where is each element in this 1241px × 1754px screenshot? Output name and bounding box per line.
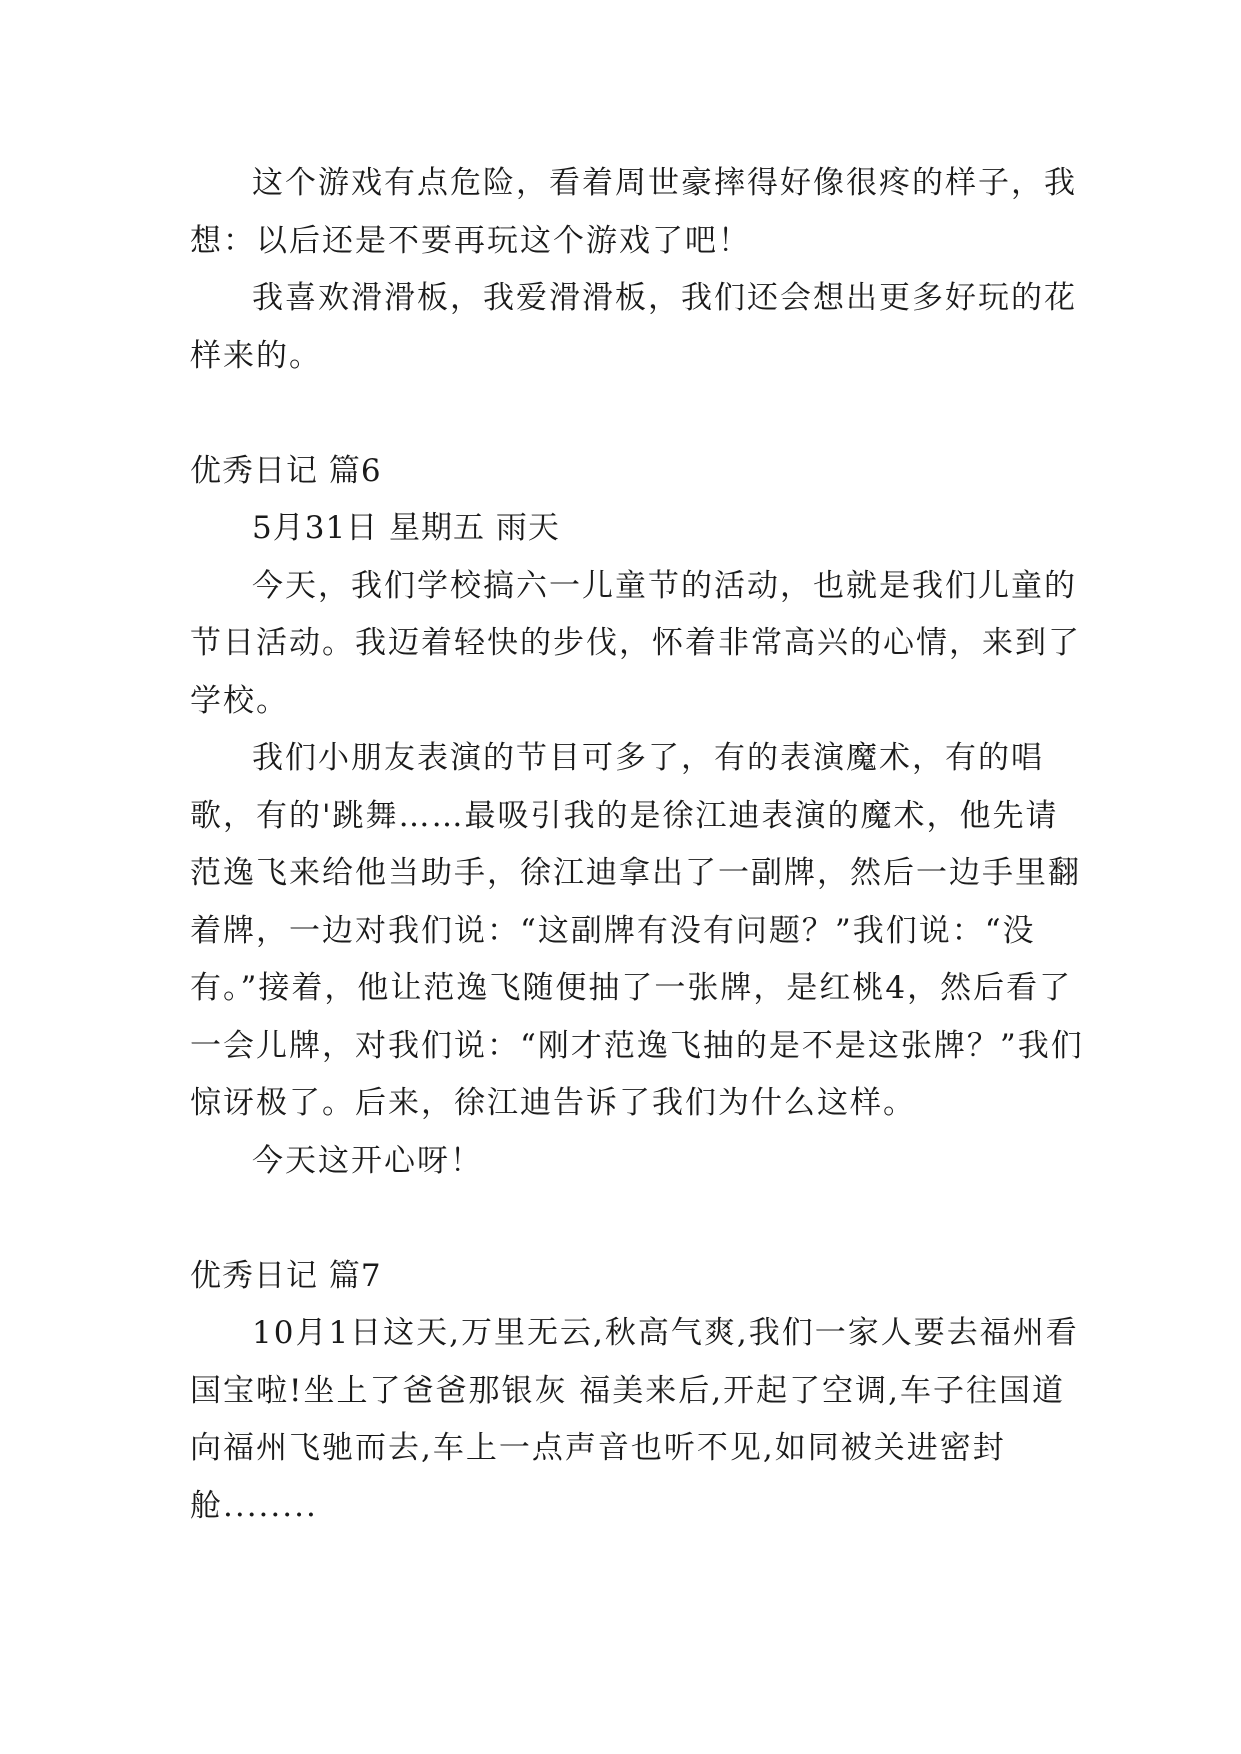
section-spacer <box>190 1190 1090 1248</box>
paragraph: 今天，我们学校搞六一儿童节的活动，也就是我们儿童的节日活动。我迈着轻快的步伐，怀着非常高兴的心情，来到了学校。 <box>190 567 1081 719</box>
paragraph: 我们小朋友表演的节目可多了，有的表演魔术，有的唱歌，有的'跳舞……最吸引我的是徐江迪表演的魔术，他先请范逸飞来给他当助手，徐江迪拿出了一副牌，然后一边手里翻着牌，一边对我们说：“这副牌有没有问题？”我们说：“没有。”接着，他让范逸飞随便抽了一张牌，是红桃4，然后看了一会儿牌，对我们说：“刚才范逸飞抽的是不是这张牌？”我们惊讶极了。后来，徐江迪告诉了我们为什么这样。 <box>190 740 1084 1121</box>
section-spacer <box>190 385 1090 443</box>
paragraph: 我喜欢滑滑板，我爱滑滑板，我们还会想出更多好玩的花样来的。 <box>190 280 1077 374</box>
document-body <box>190 155 1090 1535</box>
section-heading: 优秀日记 篇7 <box>190 1257 382 1294</box>
paragraph: 这个游戏有点危险，看着周世豪摔得好像很疼的样子，我想：以后还是不要再玩这个游戏了吧！ <box>190 165 1077 259</box>
paragraph: 10月1日这天,万里无云,秋高气爽,我们一家人要去福州看国宝啦!坐上了爸爸那银灰 福美来后,开起了空调,车子往国道向福州飞驰而去,车上一点声音也听不见,如同被关进密封舱........ <box>190 1315 1079 1524</box>
paragraph: 今天这开心呀！ <box>252 1142 483 1179</box>
diary-date: 5月31日 星期五 雨天 <box>252 510 560 546</box>
section-heading: 优秀日记 篇6 <box>190 452 382 489</box>
